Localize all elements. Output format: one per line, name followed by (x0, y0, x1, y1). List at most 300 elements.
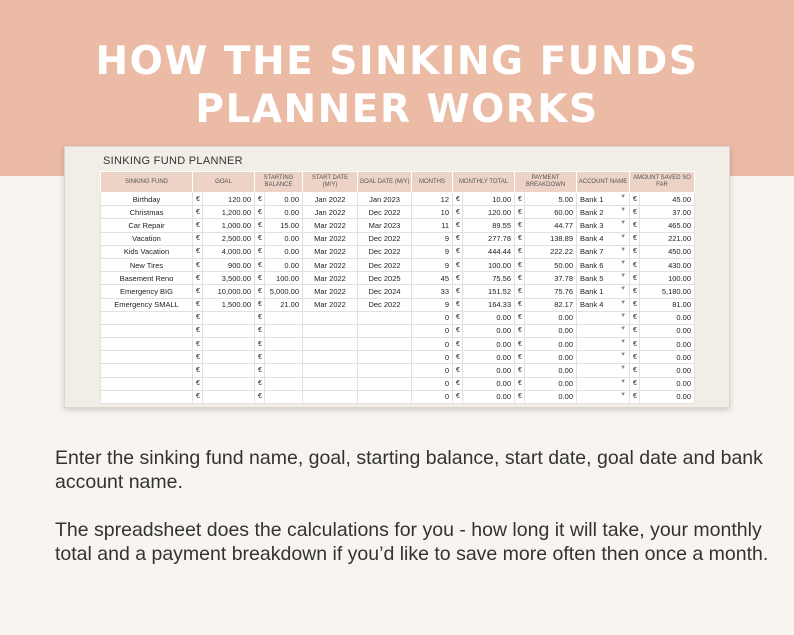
start-date-cell[interactable] (303, 390, 358, 403)
months-cell: 0 (412, 390, 453, 403)
payment-breakdown-cell: 5.00 (525, 193, 577, 206)
account-value: Bank 2 (580, 207, 604, 217)
table-row (101, 377, 695, 390)
dropdown-caret-icon[interactable]: ▼ (620, 194, 627, 200)
start-date-cell[interactable] (303, 377, 358, 390)
payment-breakdown-cell: 0.00 (525, 364, 577, 377)
currency-symbol: € (453, 298, 463, 311)
goal-date-cell[interactable]: Dec 2022 (358, 206, 412, 219)
months-cell: 0 (412, 364, 453, 377)
account-name-dropdown[interactable] (577, 377, 630, 390)
amount-saved-cell[interactable]: 5,180.00 (640, 285, 695, 298)
fund-name-cell[interactable]: Christmas (101, 206, 193, 219)
payment-breakdown-cell: 50.00 (525, 258, 577, 271)
currency-symbol: € (630, 390, 640, 403)
currency-symbol: € (515, 390, 525, 403)
months-cell: 0 (412, 338, 453, 351)
currency-symbol: € (193, 206, 203, 219)
start-date-cell[interactable]: Mar 2022 (303, 272, 358, 285)
instruction-paragraph-1: Enter the sinking fund name, goal, starting balance, start date, goal date and bank account name. (55, 447, 763, 493)
payment-breakdown-cell: 0.00 (525, 377, 577, 390)
currency-symbol: € (453, 206, 463, 219)
goal-date-cell[interactable] (358, 324, 412, 337)
account-value: Bank 6 (580, 260, 604, 270)
col-header-sinking-fund: SINKING FUND (101, 172, 193, 193)
currency-symbol: € (453, 219, 463, 232)
payment-breakdown-cell: 60.00 (525, 206, 577, 219)
goal-date-cell[interactable] (358, 364, 412, 377)
account-name-dropdown[interactable] (577, 272, 630, 285)
currency-symbol: € (515, 285, 525, 298)
months-cell: 9 (412, 258, 453, 271)
currency-symbol: € (453, 351, 463, 364)
goal-cell[interactable]: 3,500.00 (203, 272, 255, 285)
months-cell: 0 (412, 377, 453, 390)
table-row (101, 390, 695, 403)
table-row (101, 219, 695, 232)
monthly-total-cell: 277.78 (463, 232, 515, 245)
starting-balance-cell[interactable] (265, 311, 303, 324)
currency-symbol: € (630, 324, 640, 337)
currency-symbol: € (515, 377, 525, 390)
account-name-dropdown[interactable] (577, 390, 630, 403)
payment-breakdown-cell: 82.17 (525, 298, 577, 311)
col-header-amount-saved: AMOUNT SAVED SO FAR (630, 172, 695, 193)
currency-symbol: € (453, 364, 463, 377)
goal-cell[interactable] (203, 351, 255, 364)
currency-symbol: € (515, 232, 525, 245)
start-date-cell[interactable] (303, 351, 358, 364)
goal-cell[interactable]: 2,500.00 (203, 232, 255, 245)
currency-symbol: € (630, 311, 640, 324)
fund-name-cell[interactable]: Emergency BIG (101, 285, 193, 298)
table-row (101, 364, 695, 377)
currency-symbol: € (193, 364, 203, 377)
fund-name-cell[interactable] (101, 364, 193, 377)
account-name-dropdown[interactable] (577, 193, 630, 206)
start-date-cell[interactable]: Mar 2022 (303, 285, 358, 298)
fund-name-cell[interactable]: Emergency SMALL (101, 298, 193, 311)
account-value: Bank 3 (580, 220, 604, 230)
start-date-cell[interactable]: Jan 2022 (303, 193, 358, 206)
currency-symbol: € (193, 219, 203, 232)
months-cell: 9 (412, 245, 453, 258)
amount-saved-cell[interactable]: 450.00 (640, 245, 695, 258)
start-date-cell[interactable] (303, 324, 358, 337)
account-name-dropdown[interactable] (577, 245, 630, 258)
dropdown-caret-icon[interactable]: ▼ (620, 378, 627, 385)
table-row (101, 298, 695, 311)
fund-name-cell[interactable]: New Tires (101, 258, 193, 271)
monthly-total-cell: 151.52 (463, 285, 515, 298)
table-row (101, 351, 695, 364)
currency-symbol: € (193, 338, 203, 351)
months-cell: 0 (412, 324, 453, 337)
currency-symbol: € (515, 324, 525, 337)
currency-symbol: € (255, 377, 265, 390)
goal-date-cell[interactable] (358, 338, 412, 351)
starting-balance-cell[interactable] (265, 377, 303, 390)
amount-saved-cell[interactable]: 0.00 (640, 338, 695, 351)
currency-symbol: € (255, 298, 265, 311)
dropdown-caret-icon[interactable]: ▼ (620, 365, 627, 372)
account-value: Bank 1 (580, 194, 604, 204)
payment-breakdown-cell: 37.78 (525, 272, 577, 285)
currency-symbol: € (453, 390, 463, 403)
goal-date-cell[interactable]: Jan 2023 (358, 193, 412, 206)
currency-symbol: € (630, 351, 640, 364)
months-cell: 9 (412, 232, 453, 245)
account-name-dropdown[interactable] (577, 338, 630, 351)
months-cell: 9 (412, 298, 453, 311)
monthly-total-cell: 0.00 (463, 351, 515, 364)
currency-symbol: € (630, 285, 640, 298)
account-name-dropdown[interactable] (577, 351, 630, 364)
starting-balance-cell[interactable]: 0.00 (265, 232, 303, 245)
col-header-goal-date: GOAL DATE (M/Y) (358, 172, 412, 193)
col-header-months: MONTHS (412, 172, 453, 193)
currency-symbol: € (515, 272, 525, 285)
account-name-dropdown[interactable] (577, 311, 630, 324)
currency-symbol: € (515, 245, 525, 258)
monthly-total-cell: 100.00 (463, 258, 515, 271)
goal-date-cell[interactable]: Dec 2022 (358, 298, 412, 311)
currency-symbol: € (453, 324, 463, 337)
dropdown-caret-icon[interactable]: ▼ (620, 299, 627, 306)
start-date-cell[interactable]: Mar 2022 (303, 232, 358, 245)
currency-symbol: € (255, 311, 265, 324)
instruction-paragraph-2: The spreadsheet does the calculations for you - how long it will take, your monthly total and a payment breakdown if you’d like to save more often then once a month. (55, 519, 769, 565)
currency-symbol: € (193, 285, 203, 298)
table-row (101, 285, 695, 298)
header-row (101, 172, 695, 193)
fund-name-cell[interactable]: Car Repair (101, 219, 193, 232)
starting-balance-cell[interactable]: 21.00 (265, 298, 303, 311)
amount-saved-cell[interactable]: 0.00 (640, 390, 695, 403)
monthly-total-cell: 10.00 (463, 193, 515, 206)
currency-symbol: € (453, 311, 463, 324)
amount-saved-cell[interactable]: 0.00 (640, 311, 695, 324)
currency-symbol: € (515, 311, 525, 324)
start-date-cell[interactable]: Mar 2022 (303, 245, 358, 258)
amount-saved-cell[interactable]: 0.00 (640, 364, 695, 377)
account-value: Bank 5 (580, 273, 604, 283)
account-name-dropdown[interactable] (577, 219, 630, 232)
start-date-cell[interactable] (303, 311, 358, 324)
amount-saved-cell[interactable]: 45.00 (640, 193, 695, 206)
months-cell: 0 (412, 351, 453, 364)
currency-symbol: € (515, 258, 525, 271)
currency-symbol: € (193, 324, 203, 337)
account-name-dropdown[interactable] (577, 206, 630, 219)
currency-symbol: € (193, 272, 203, 285)
fund-name-cell[interactable] (101, 311, 193, 324)
currency-symbol: € (193, 377, 203, 390)
amount-saved-cell[interactable]: 0.00 (640, 324, 695, 337)
col-header-monthly-total: MONTHLY TOTAL (453, 172, 515, 193)
currency-symbol: € (453, 272, 463, 285)
table-row (101, 272, 695, 285)
currency-symbol: € (630, 338, 640, 351)
fund-name-cell[interactable] (101, 324, 193, 337)
payment-breakdown-cell: 44.77 (525, 219, 577, 232)
table-row (101, 232, 695, 245)
goal-date-cell[interactable]: Dec 2025 (358, 272, 412, 285)
currency-symbol: € (630, 298, 640, 311)
goal-cell[interactable] (203, 377, 255, 390)
fund-name-cell[interactable]: Birthday (101, 193, 193, 206)
table-body (101, 193, 695, 404)
start-date-cell[interactable] (303, 364, 358, 377)
dropdown-caret-icon[interactable]: ▼ (620, 312, 627, 319)
currency-symbol: € (515, 206, 525, 219)
currency-symbol: € (453, 377, 463, 390)
fund-name-cell[interactable]: Kids Vacation (101, 245, 193, 258)
currency-symbol: € (255, 206, 265, 219)
months-cell: 45 (412, 272, 453, 285)
col-header-account-name: ACCOUNT NAME (577, 172, 630, 193)
spreadsheet-preview (64, 146, 730, 408)
currency-symbol: € (255, 193, 265, 206)
dropdown-caret-icon[interactable]: ▼ (620, 325, 627, 332)
starting-balance-cell[interactable]: 100.00 (265, 272, 303, 285)
goal-date-cell[interactable]: Dec 2022 (358, 232, 412, 245)
dropdown-caret-icon[interactable]: ▼ (620, 246, 627, 253)
currency-symbol: € (630, 219, 640, 232)
starting-balance-cell[interactable] (265, 338, 303, 351)
currency-symbol: € (193, 232, 203, 245)
starting-balance-cell[interactable]: 0.00 (265, 193, 303, 206)
start-date-cell[interactable] (303, 338, 358, 351)
monthly-total-cell: 89.55 (463, 219, 515, 232)
dropdown-caret-icon[interactable]: ▼ (620, 207, 627, 214)
goal-date-cell[interactable]: Dec 2022 (358, 258, 412, 271)
starting-balance-cell[interactable]: 0.00 (265, 245, 303, 258)
currency-symbol: € (630, 272, 640, 285)
currency-symbol: € (630, 206, 640, 219)
goal-cell[interactable]: 900.00 (203, 258, 255, 271)
starting-balance-cell[interactable] (265, 390, 303, 403)
dropdown-caret-icon[interactable]: ▼ (620, 352, 627, 359)
goal-date-cell[interactable]: Dec 2022 (358, 245, 412, 258)
payment-breakdown-cell: 0.00 (525, 351, 577, 364)
currency-symbol: € (630, 258, 640, 271)
monthly-total-cell: 0.00 (463, 377, 515, 390)
table-row (101, 193, 695, 206)
currency-symbol: € (515, 351, 525, 364)
start-date-cell[interactable]: Mar 2022 (303, 219, 358, 232)
currency-symbol: € (630, 232, 640, 245)
col-header-starting-balance: STARTING BALANCE (255, 172, 303, 193)
goal-cell[interactable]: 1,500.00 (203, 298, 255, 311)
currency-symbol: € (255, 324, 265, 337)
headline-line-1: HOW THE SINKING FUNDS (95, 39, 699, 84)
dropdown-caret-icon[interactable]: ▼ (620, 233, 627, 240)
currency-symbol: € (193, 245, 203, 258)
currency-symbol: € (453, 245, 463, 258)
dropdown-caret-icon[interactable]: ▼ (620, 391, 627, 398)
sheet-title: SINKING FUND PLANNER (103, 155, 243, 167)
currency-symbol: € (630, 245, 640, 258)
months-cell: 11 (412, 219, 453, 232)
account-name-dropdown[interactable] (577, 232, 630, 245)
goal-cell[interactable]: 1,000.00 (203, 219, 255, 232)
monthly-total-cell: 0.00 (463, 338, 515, 351)
table-row (101, 206, 695, 219)
payment-breakdown-cell: 0.00 (525, 311, 577, 324)
starting-balance-cell[interactable]: 0.00 (265, 206, 303, 219)
currency-symbol: € (453, 338, 463, 351)
monthly-total-cell: 164.33 (463, 298, 515, 311)
monthly-total-cell: 0.00 (463, 311, 515, 324)
goal-date-cell[interactable]: Mar 2023 (358, 219, 412, 232)
table-row (101, 245, 695, 258)
currency-symbol: € (255, 338, 265, 351)
currency-symbol: € (193, 258, 203, 271)
goal-date-cell[interactable] (358, 351, 412, 364)
amount-saved-cell[interactable]: 37.00 (640, 206, 695, 219)
fund-name-cell[interactable] (101, 377, 193, 390)
currency-symbol: € (453, 193, 463, 206)
currency-symbol: € (453, 232, 463, 245)
monthly-total-cell: 0.00 (463, 364, 515, 377)
goal-date-cell[interactable] (358, 377, 412, 390)
goal-cell[interactable] (203, 311, 255, 324)
amount-saved-cell[interactable]: 221.00 (640, 232, 695, 245)
currency-symbol: € (515, 193, 525, 206)
months-cell: 0 (412, 311, 453, 324)
table-row (101, 324, 695, 337)
account-name-dropdown[interactable] (577, 258, 630, 271)
starting-balance-cell[interactable]: 0.00 (265, 258, 303, 271)
fund-name-cell[interactable] (101, 338, 193, 351)
page-headline (0, 38, 794, 134)
currency-symbol: € (630, 377, 640, 390)
account-value: Bank 7 (580, 247, 604, 257)
account-value: Bank 4 (580, 300, 604, 310)
dropdown-caret-icon[interactable]: ▼ (620, 286, 627, 293)
payment-breakdown-cell: 138.89 (525, 232, 577, 245)
currency-symbol: € (515, 298, 525, 311)
dropdown-caret-icon[interactable]: ▼ (620, 259, 627, 266)
currency-symbol: € (193, 351, 203, 364)
col-header-payment-breakdown: PAYMENT BREAKDOWN (515, 172, 577, 193)
payment-breakdown-cell: 0.00 (525, 338, 577, 351)
goal-cell[interactable] (203, 390, 255, 403)
start-date-cell[interactable]: Mar 2022 (303, 258, 358, 271)
monthly-total-cell: 120.00 (463, 206, 515, 219)
dropdown-caret-icon[interactable]: ▼ (620, 220, 627, 227)
months-cell: 10 (412, 206, 453, 219)
starting-balance-cell[interactable] (265, 364, 303, 377)
currency-symbol: € (255, 351, 265, 364)
dropdown-caret-icon[interactable]: ▼ (620, 273, 627, 280)
months-cell: 12 (412, 193, 453, 206)
account-name-dropdown[interactable] (577, 364, 630, 377)
dropdown-caret-icon[interactable]: ▼ (620, 339, 627, 346)
goal-cell[interactable]: 1,200.00 (203, 206, 255, 219)
sinking-fund-table (100, 171, 695, 404)
currency-symbol: € (193, 193, 203, 206)
col-header-start-date: START DATE (M/Y) (303, 172, 358, 193)
fund-name-cell[interactable]: Basement Reno (101, 272, 193, 285)
payment-breakdown-cell: 75.76 (525, 285, 577, 298)
start-date-cell[interactable]: Mar 2022 (303, 298, 358, 311)
col-header-goal: GOAL (193, 172, 255, 193)
account-name-dropdown[interactable] (577, 298, 630, 311)
payment-breakdown-cell: 222.22 (525, 245, 577, 258)
goal-cell[interactable] (203, 338, 255, 351)
goal-cell[interactable]: 120.00 (203, 193, 255, 206)
monthly-total-cell: 444.44 (463, 245, 515, 258)
goal-cell[interactable]: 10,000.00 (203, 285, 255, 298)
amount-saved-cell[interactable]: 465.00 (640, 219, 695, 232)
fund-name-cell[interactable]: Vacation (101, 232, 193, 245)
account-name-dropdown[interactable] (577, 324, 630, 337)
currency-symbol: € (515, 219, 525, 232)
currency-symbol: € (255, 364, 265, 377)
months-cell: 33 (412, 285, 453, 298)
amount-saved-cell[interactable]: 81.00 (640, 298, 695, 311)
currency-symbol: € (193, 390, 203, 403)
currency-symbol: € (255, 219, 265, 232)
table-row (101, 338, 695, 351)
goal-cell[interactable] (203, 364, 255, 377)
currency-symbol: € (193, 298, 203, 311)
currency-symbol: € (255, 285, 265, 298)
goal-date-cell[interactable] (358, 390, 412, 403)
currency-symbol: € (255, 272, 265, 285)
goal-cell[interactable]: 4,000.00 (203, 245, 255, 258)
fund-name-cell[interactable] (101, 390, 193, 403)
currency-symbol: € (255, 390, 265, 403)
account-value: Bank 4 (580, 234, 604, 244)
currency-symbol: € (453, 285, 463, 298)
account-name-dropdown[interactable] (577, 285, 630, 298)
amount-saved-cell[interactable]: 100.00 (640, 272, 695, 285)
amount-saved-cell[interactable]: 0.00 (640, 377, 695, 390)
currency-symbol: € (515, 364, 525, 377)
table-row (101, 258, 695, 271)
amount-saved-cell[interactable]: 0.00 (640, 351, 695, 364)
currency-symbol: € (255, 232, 265, 245)
goal-cell[interactable] (203, 324, 255, 337)
headline-line-2: PLANNER WORKS (195, 87, 599, 132)
starting-balance-cell[interactable]: 5,000.00 (265, 285, 303, 298)
amount-saved-cell[interactable]: 430.00 (640, 258, 695, 271)
currency-symbol: € (453, 258, 463, 271)
currency-symbol: € (255, 258, 265, 271)
currency-symbol: € (515, 338, 525, 351)
starting-balance-cell[interactable]: 15.00 (265, 219, 303, 232)
monthly-total-cell: 0.00 (463, 324, 515, 337)
goal-date-cell[interactable] (358, 311, 412, 324)
currency-symbol: € (630, 193, 640, 206)
currency-symbol: € (630, 364, 640, 377)
currency-symbol: € (193, 311, 203, 324)
start-date-cell[interactable]: Jan 2022 (303, 206, 358, 219)
payment-breakdown-cell: 0.00 (525, 390, 577, 403)
starting-balance-cell[interactable] (265, 351, 303, 364)
fund-name-cell[interactable] (101, 351, 193, 364)
starting-balance-cell[interactable] (265, 324, 303, 337)
goal-date-cell[interactable]: Dec 2024 (358, 285, 412, 298)
table-row (101, 311, 695, 324)
currency-symbol: € (255, 245, 265, 258)
monthly-total-cell: 0.00 (463, 390, 515, 403)
monthly-total-cell: 75.56 (463, 272, 515, 285)
payment-breakdown-cell: 0.00 (525, 324, 577, 337)
